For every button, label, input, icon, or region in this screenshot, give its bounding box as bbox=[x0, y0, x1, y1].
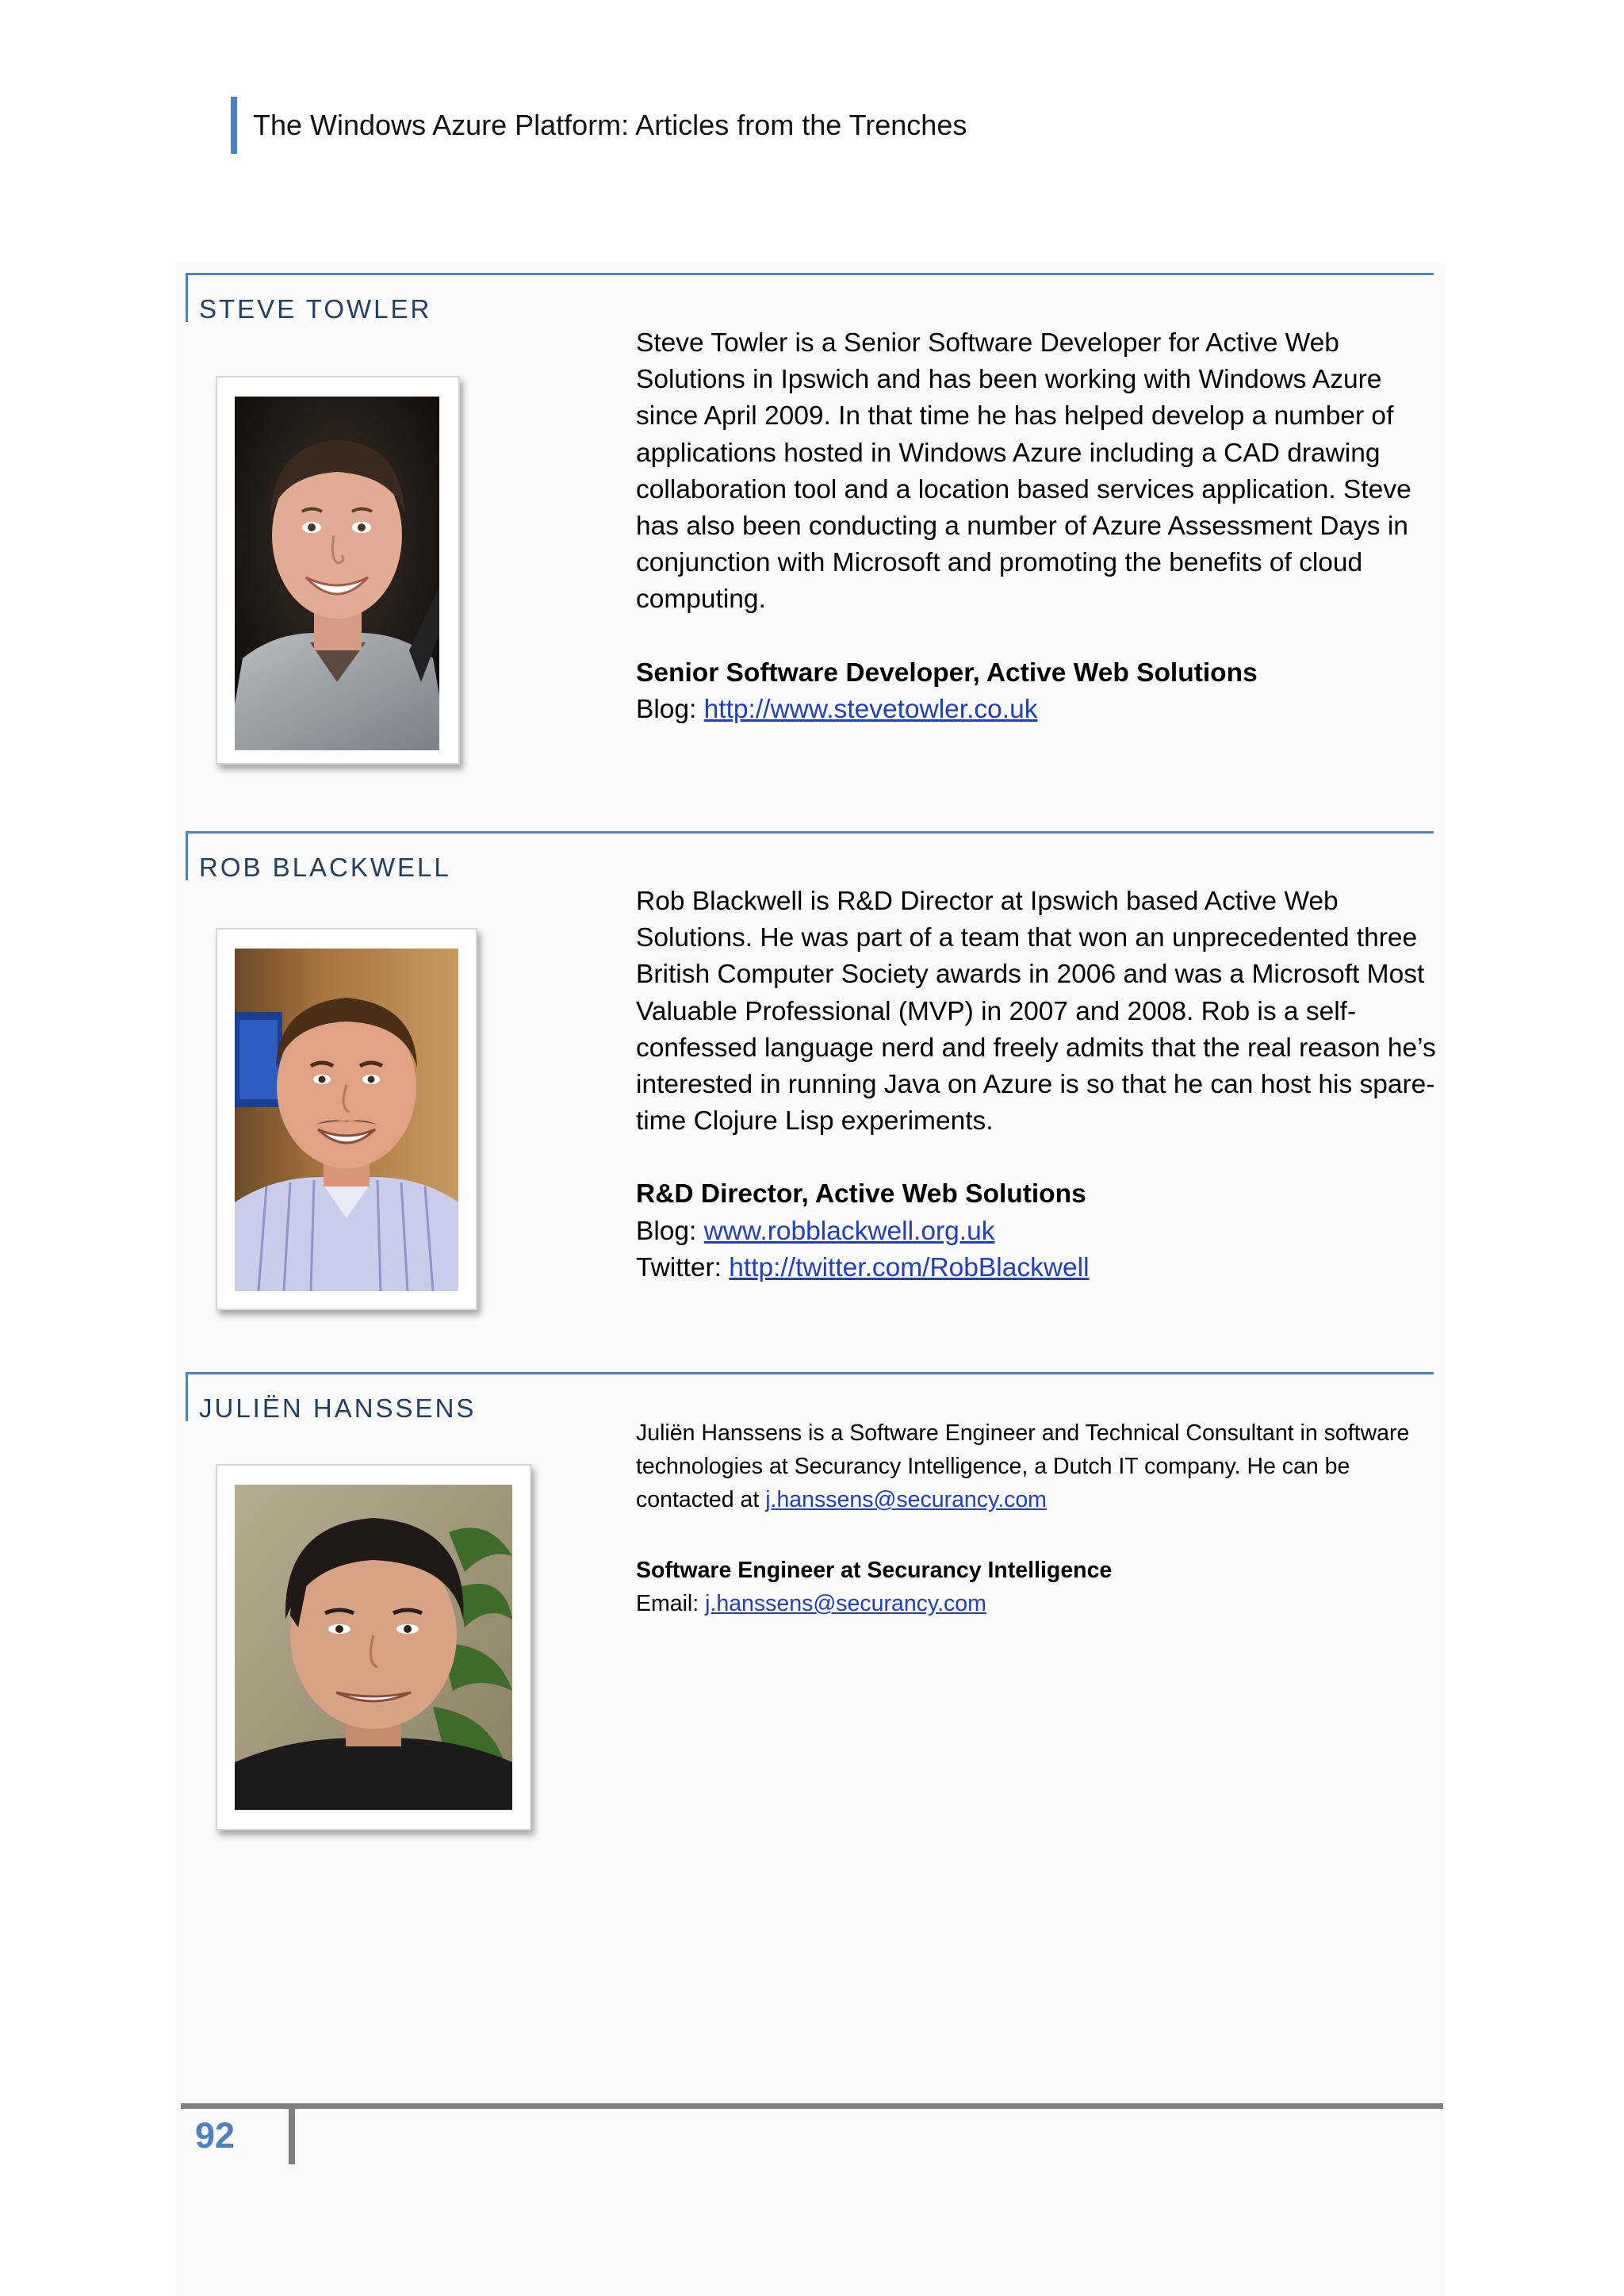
section-heading bbox=[186, 1372, 476, 1421]
author-name: JULIËN HANSSENS bbox=[199, 1393, 477, 1423]
blog-label: Blog: bbox=[636, 1216, 704, 1246]
email-label: Email: bbox=[636, 1591, 706, 1616]
paragraph-gap bbox=[636, 1516, 1437, 1554]
author-photo-frame bbox=[216, 928, 477, 1310]
blog-line bbox=[636, 692, 1437, 728]
page-number: 92 bbox=[195, 2115, 236, 2156]
author-role: Senior Software Developer, Active Web Solutions bbox=[636, 657, 1258, 688]
blog-label: Blog: bbox=[636, 694, 704, 724]
author-name: ROB BLACKWELL bbox=[199, 853, 451, 882]
portrait-julien-hanssens-image bbox=[235, 1485, 512, 1810]
twitter-label: Twitter: bbox=[636, 1252, 730, 1282]
author-bio-block bbox=[636, 884, 1437, 1286]
contact-email-link[interactable]: j.hanssens@securancy.com bbox=[765, 1487, 1047, 1512]
twitter-link[interactable]: http://twitter.com/RobBlackwell bbox=[729, 1252, 1090, 1282]
footer-separator bbox=[289, 2109, 295, 2164]
author-section-rob-blackwell bbox=[186, 831, 1434, 1339]
running-header bbox=[231, 97, 967, 154]
author-photo-frame bbox=[216, 1464, 531, 1830]
author-bio: Juliën Hanssens is a Software Engineer and Technical Consultant in software technologies at Securancy Intelligence, a Dutch IT company. He can be contacted at bbox=[636, 1420, 1410, 1512]
twitter-line bbox=[636, 1250, 1437, 1286]
author-photo bbox=[235, 397, 439, 750]
paragraph-gap bbox=[636, 1140, 1437, 1176]
author-bio: Steve Towler is a Senior Software Developer for Active Web Solutions in Ipswich and has been working with Windows Azure since April 2009. In that time he has helped develop a number of applications hosted in Windows Azure including a CAD drawing collaboration tool and a location based services application. Steve has also been conducting a number of Azure Assessment Days in conjunction with Microsoft and promoting the benefits of cloud computing. bbox=[636, 328, 1411, 615]
blog-link[interactable]: www.robblackwell.org.uk bbox=[703, 1216, 995, 1246]
section-heading bbox=[186, 831, 451, 880]
author-role: Software Engineer at Securancy Intelligence bbox=[636, 1558, 1113, 1583]
email-line bbox=[636, 1587, 1437, 1620]
paragraph-gap bbox=[636, 619, 1437, 655]
author-role: R&D Director, Active Web Solutions bbox=[636, 1179, 1086, 1209]
author-bio: Rob Blackwell is R&D Director at Ipswich based Active Web Solutions. He was part of a team that won an unprecedented three British Computer Society awards in 2006 and was a Microsoft Most Valuable Professional (MVP) in 2007 and 2008. Rob is a self-confessed language nerd and freely admits that the real reason he’s interested in running Java on Azure is so that he can host his spare-time Clojure Lisp experiments. bbox=[636, 887, 1436, 1137]
author-bio-block bbox=[636, 325, 1437, 728]
portrait-rob-blackwell-image bbox=[235, 949, 458, 1291]
portrait-steve-towler-image bbox=[235, 397, 439, 750]
footer-rule bbox=[181, 2103, 1443, 2109]
author-photo-frame bbox=[216, 376, 460, 765]
blog-line bbox=[636, 1213, 1437, 1250]
section-heading bbox=[186, 273, 431, 322]
book-title: The Windows Azure Platform: Articles from the Trenches bbox=[253, 109, 967, 141]
blog-link[interactable]: http://www.stevetowler.co.uk bbox=[703, 694, 1038, 724]
author-photo bbox=[235, 1485, 512, 1810]
author-bio-paragraph bbox=[636, 1416, 1437, 1516]
author-section-steve-towler bbox=[186, 273, 1434, 796]
author-section-julien-hanssens bbox=[186, 1372, 1434, 1848]
author-name: STEVE TOWLER bbox=[199, 294, 432, 324]
email-link[interactable]: j.hanssens@securancy.com bbox=[705, 1591, 986, 1616]
author-bio-block bbox=[636, 1416, 1437, 1620]
author-photo bbox=[235, 949, 458, 1291]
